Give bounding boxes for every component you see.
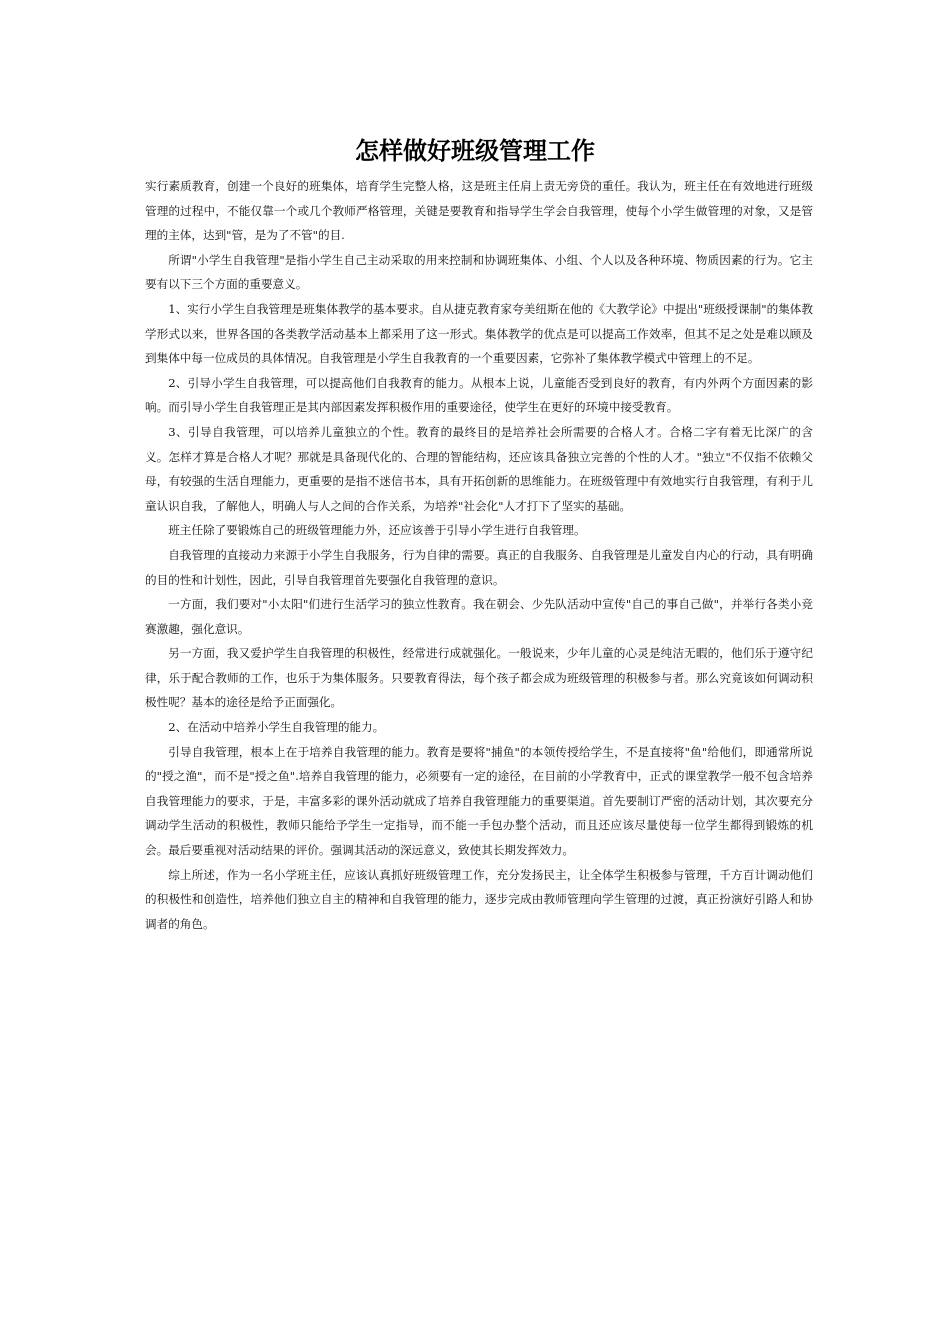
paragraph: 综上所述，作为一名小学班主任，应该认真抓好班级管理工作，充分发扬民主，让全体学生积极参与管理，千方百计调动他们的积极性和创造性，培养他们独立自主的精神和自我管理的能力，逐步完成由教师管理向学生管理的过渡，真正扮演好引路人和协调者的角色。 [145, 867, 813, 931]
document-body [145, 174, 813, 936]
paragraph: 所谓"小学生自我管理"是指小学生自己主动采取的用来控制和协调班集体、小组、个人以及各种环境、物质因素的行为。它主要有以下三个方面的重要意义。 [145, 252, 813, 292]
paragraph: 2、在活动中培养小学生自我管理的能力。 [168, 720, 385, 735]
paragraph: 2、引导小学生自我管理，可以提高他们自我教育的能力。从根本上说，儿童能否受到良好的教育，有内外两个方面因素的影响。而引导小学生自我管理正是其内部因素发挥积极作用的重要途径，使学生在更好的环境中接受教育。 [145, 375, 813, 415]
paragraph: 实行素质教育，创建一个良好的班集体，培育学生完整人格，这是班主任肩上责无旁贷的重任。我认为，班主任在有效地进行班级管理的过程中，不能仅靠一个或几个教师严格管理，关键是要教育和指导学生学会自我管理，使每个小学生做管理的对象，又是管理的主体，达到"管，是为了不管"的目. [145, 179, 813, 243]
paragraph: 班主任除了要锻炼自己的班级管理能力外，还应该善于引导小学生进行自我管理。 [168, 523, 586, 538]
paragraph: 1、实行小学生自我管理是班集体教学的基本要求。自从捷克教育家夸美纽斯在他的《大教学论》中提出"班级授课制"的集体教学形式以来，世界各国的各类教学活动基本上都采用了这一形式。集体教学的优点是可以提高工作效率，但其不足之处是难以顾及到集体中每一位成员的具体情况。自我管理是小学生自我教育的一个重要因素，它弥补了集体教学模式中管理上的不足。 [145, 301, 813, 366]
paragraph: 另一方面，我又爱护学生自我管理的积极性，经常进行成就强化。一般说来，少年儿童的心灵是纯洁无暇的，他们乐于遵守纪律，乐于配合教师的工作，也乐于为集体服务。只要教育得法，每个孩子都会成为班级管理的积极参与者。那么究竟该如何调动积极性呢？基本的途径是给予正面强化。 [145, 646, 813, 710]
paragraph: 自我管理的直接动力来源于小学生自我服务，行为自律的需要。真正的自我服务、自我管理是儿童发自内心的行动，具有明确的目的性和计划性，因此，引导自我管理首先要强化自我管理的意识。 [145, 547, 813, 587]
paragraph: 一方面，我们要对"小太阳"们进行生活学习的独立性教育。我在朝会、少先队活动中宣传"自己的事自己做"，并举行各类小竞赛激趣，强化意识。 [145, 597, 813, 636]
paragraph: 3、引导自我管理，可以培养儿童独立的个性。教育的最终目的是培养社会所需要的合格人才。合格二字有着无比深广的含义。怎样才算是合格人才呢？那就是具备现代化的、合理的智能结构，还应该具备独立完善的个性的人才。"独立"不仅指不依赖父母，有较强的生活自理能力，更重要的是指不迷信书本，具有开拓创新的思维能力。在班级管理中有效地实行自我管理，有利于儿童认识自我，了解他人，明确人与人之间的合作关系，为培养"社会化"人才打下了坚实的基础。 [145, 424, 813, 513]
document-title: 怎样做好班级管理工作 [355, 136, 595, 165]
paragraph: 引导自我管理，根本上在于培养自我管理的能力。教育是要将"捕鱼"的本领传授给学生，不是直接将"鱼"给他们，即通常所说的"授之渔"，而不是"授之鱼".培养自我管理的能力，必须要有一定的途径，在目前的小学教育中，正式的课堂教学一般不包含培养自我管理能力的要求，于是，丰富多彩的课外活动就成了培养自我管理能力的重要渠道。首先要制订严密的活动计划，其次要充分调动学生活动的积极性，教师只能给予学生一定指导，而不能一手包办整个活动，而且还应该尽量使每一位学生都得到锻炼的机会。最后要重视对活动结果的评价。强调其活动的深远意义，致使其长期发挥效力。 [145, 744, 813, 858]
